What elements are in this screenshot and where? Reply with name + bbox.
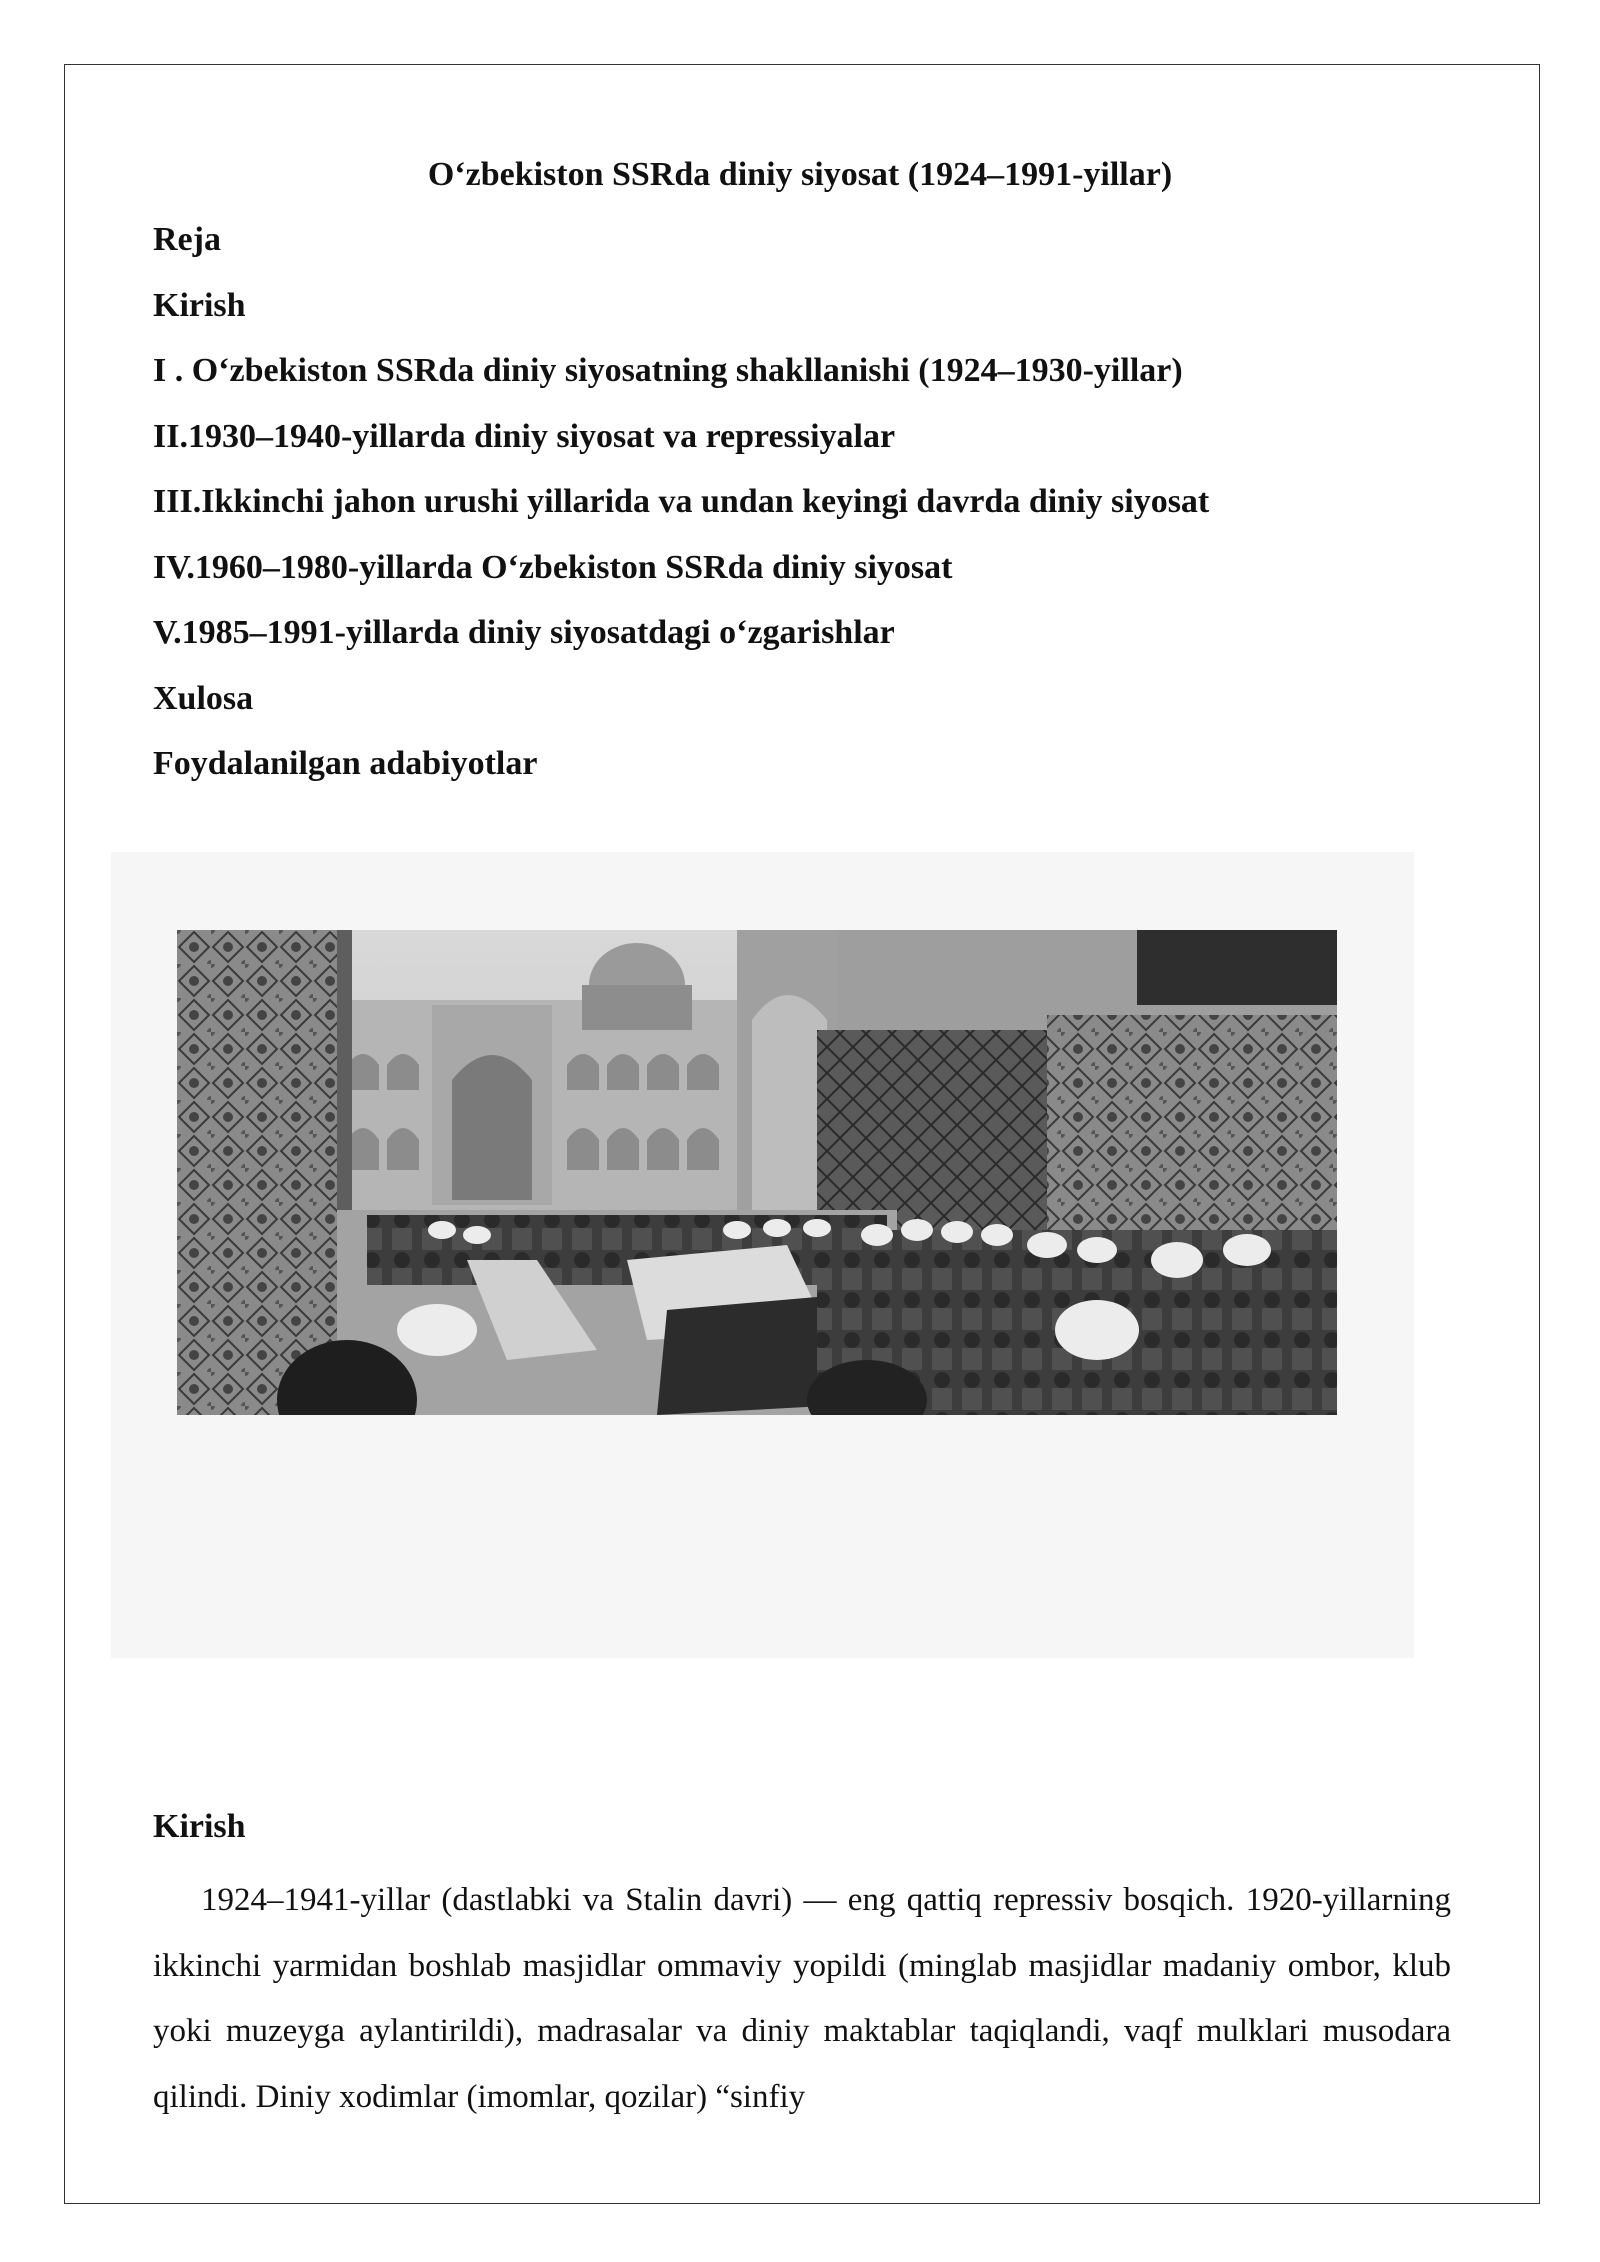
toc-item-xulosa: Xulosa <box>153 679 254 717</box>
toc-item-chapter-1: I . O‘zbekiston SSRda diniy siyosatning shakllanishi (1924–1930-yillar) <box>153 352 1183 389</box>
intro-paragraph: 1924–1941-yillar (dastlabki va Stalin davri) — eng qattiq repressiv bosqich. 1920-yillarning ikkinchi yarmidan boshlab masjidlar ommaviy yopildi (minglab masjidlar madaniy ombor, klub yoki muzeyga aylantirildi), madrasalar va diniy maktablar taqiqlandi, vaqf mulklari musodara qilindi. Diniy xodimlar (imomlar, qozilar) “sinfiy <box>153 1882 1451 2115</box>
toc-item-kirish: Kirish <box>153 286 246 324</box>
toc-item-adabiyotlar: Foydalanilgan adabiyotlar <box>153 745 538 782</box>
toc-item-reja: Reja <box>153 221 221 258</box>
toc-item-chapter-5: V.1985–1991-yillarda diniy siyosatdagi o‘zgarishlar <box>153 614 895 651</box>
toc-item-chapter-4: IV.1960–1980-yillarda O‘zbekiston SSRda diniy siyosat <box>153 548 953 586</box>
toc-item-chapter-3: III.Ikkinchi jahon urushi yillarida va undan keyingi davrda diniy siyosat <box>153 483 1210 520</box>
section-heading-kirish: Kirish <box>153 1808 246 1845</box>
document-title: O‘zbekiston SSRda diniy siyosat (1924–1991-yillar) <box>427 156 1173 193</box>
historical-photo <box>177 930 1337 1415</box>
toc-item-chapter-2: II.1930–1940-yillarda diniy siyosat va repressiyalar <box>153 417 896 455</box>
table-of-contents <box>153 216 1209 806</box>
